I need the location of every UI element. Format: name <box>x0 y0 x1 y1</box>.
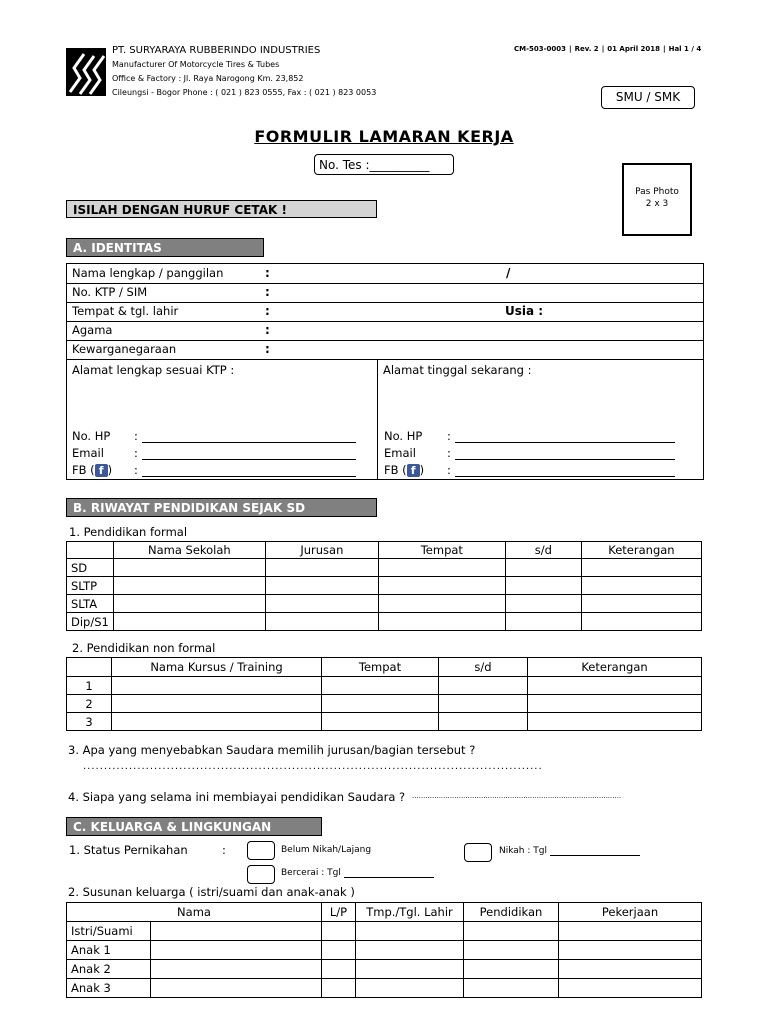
family-table <box>66 902 702 998</box>
field-label: Tempat & tgl. lahir <box>72 304 179 318</box>
email-field-left[interactable]: Email <box>72 446 104 460</box>
identity-row[interactable] <box>67 340 703 360</box>
doc-rev: Rev. 2 <box>574 45 599 53</box>
current-address-label: Alamat tinggal sekarang : <box>383 363 532 377</box>
divorced-checkbox[interactable] <box>247 865 275 884</box>
row-label: SLTA <box>67 595 114 613</box>
identity-row[interactable] <box>67 302 703 322</box>
row-number: 3 <box>67 713 112 731</box>
level-badge: SMU / SMK <box>601 86 695 109</box>
company-contact: Cileungsi - Bogor Phone : ( 021 ) 823 0555, Fax : ( 021 ) 823 0053 <box>112 88 377 97</box>
row-label: Anak 1 <box>67 941 151 960</box>
email-field-right[interactable]: Email <box>384 446 416 460</box>
fb-field-right[interactable]: FB ( f ) <box>384 463 425 477</box>
table-row[interactable] <box>67 941 702 960</box>
column-header: Keterangan <box>528 658 702 677</box>
table-row[interactable] <box>67 559 702 577</box>
colon: : <box>265 285 270 299</box>
facebook-icon: f <box>407 464 420 477</box>
marital-status-label: 1. Status Pernikahan <box>69 843 188 857</box>
table-row[interactable] <box>67 713 702 731</box>
column-header: Tmp./Tgl. Lahir <box>356 903 464 922</box>
family-composition-title: 2. Susunan keluarga ( istri/suami dan anak-anak ) <box>68 885 355 899</box>
photo-box <box>622 163 692 236</box>
row-label: Istri/Suami <box>67 922 151 941</box>
photo-size: 2 x 3 <box>645 199 669 209</box>
married-field[interactable]: Nikah : Tgl <box>499 846 640 856</box>
page-title: FORMULIR LAMARAN KERJA <box>254 127 514 146</box>
column-header: Pekerjaan <box>559 903 702 922</box>
table-row[interactable] <box>67 695 702 713</box>
row-label: Dip/S1 <box>67 613 114 631</box>
divorced-field[interactable]: Bercerai : Tgl <box>281 868 434 878</box>
formal-education-title: 1. Pendidikan formal <box>69 525 188 539</box>
column-header: Pendidikan <box>464 903 559 922</box>
column-header: Nama <box>67 903 322 922</box>
single-label: Belum Nikah/Lajang <box>281 845 372 855</box>
column-header: Nama Kursus / Training <box>112 658 322 677</box>
colon: : <box>222 843 226 857</box>
table-row[interactable] <box>67 595 702 613</box>
field-label: Kewarganegaraan <box>72 342 177 356</box>
company-logo-icon <box>66 48 106 96</box>
column-header: s/d <box>505 542 581 559</box>
field-label: Nama lengkap / panggilan <box>72 266 224 280</box>
table-row[interactable] <box>67 979 702 998</box>
company-tagline: Manufacturer Of Motorcycle Tires & Tubes <box>112 60 280 69</box>
test-number-field[interactable]: No. Tes :__________ <box>314 154 454 175</box>
colon: : <box>265 323 270 337</box>
usia-label: Usia : <box>505 304 544 318</box>
document-reference: CM-503-0003 | Rev. 2 | 01 April 2018 | Hal 1 / 4 <box>514 45 702 53</box>
table-row[interactable] <box>67 613 702 631</box>
table-row[interactable] <box>67 922 702 941</box>
row-label: SLTP <box>67 577 114 595</box>
table-row[interactable] <box>67 577 702 595</box>
facebook-icon: f <box>95 464 108 477</box>
question-4-answer-line[interactable]: .............................................................................................. <box>412 792 622 800</box>
hp-field-right[interactable]: No. HP <box>384 429 423 443</box>
single-checkbox[interactable] <box>247 841 275 860</box>
column-header: Tempat <box>322 658 439 677</box>
column-header: Jurusan <box>265 542 378 559</box>
colon: : <box>265 342 270 356</box>
company-address: Office & Factory : Jl. Raya Narogong Km. 23,852 <box>112 74 304 83</box>
row-label: Anak 3 <box>67 979 151 998</box>
identity-row[interactable] <box>67 321 703 341</box>
nonformal-education-title: 2. Pendidikan non formal <box>72 641 216 655</box>
instruction-banner: ISILAH DENGAN HURUF CETAK ! <box>66 200 377 218</box>
section-a-header: A. IDENTITAS <box>66 238 264 257</box>
doc-date: 01 April 2018 <box>607 45 661 53</box>
photo-label: Pas Photo <box>635 187 679 197</box>
married-checkbox[interactable] <box>464 843 492 862</box>
name-slash: / <box>506 266 511 280</box>
row-label: SD <box>67 559 114 577</box>
table-row[interactable] <box>67 677 702 695</box>
question-3: 3. Apa yang menyebabkan Saudara memilih jurusan/bagian tersebut ? <box>68 743 476 757</box>
doc-page: Hal 1 / 4 <box>668 45 702 53</box>
colon: : <box>265 266 270 280</box>
section-b-header: B. RIWAYAT PENDIDIKAN SEJAK SD <box>66 498 377 517</box>
ktp-address-label: Alamat lengkap sesuai KTP : <box>72 363 235 377</box>
fb-field-left[interactable]: FB ( f ) <box>72 463 113 477</box>
field-label: No. KTP / SIM <box>72 285 148 299</box>
identity-box: Nama lengkap / panggilan : / No. KTP / SIM : Tempat & tgl. lahir : Usia : Agama : Kewarganegaraan : Alamat lengkap sesuai KTP : Alamat tinggal sekarang : No. HP : Email : FB ( f ) : No. HP : Email : FB ( f ) : <box>66 263 704 480</box>
table-row[interactable] <box>67 960 702 979</box>
section-c-header: C. KELUARGA & LINGKUNGAN <box>66 817 322 836</box>
column-header: Nama Sekolah <box>113 542 265 559</box>
question-3-answer-line[interactable]: .............................................................................................................. <box>83 761 543 772</box>
column-header: s/d <box>439 658 528 677</box>
doc-code: CM-503-0003 <box>514 45 567 53</box>
identity-row[interactable] <box>67 264 703 284</box>
row-label: Anak 2 <box>67 960 151 979</box>
column-header: Tempat <box>378 542 505 559</box>
identity-row[interactable] <box>67 283 703 303</box>
company-name: PT. SURYARAYA RUBBERINDO INDUSTRIES <box>112 45 321 56</box>
field-label: Agama <box>72 323 113 337</box>
colon: : <box>265 304 270 318</box>
nonformal-education-table <box>66 657 702 731</box>
row-number: 1 <box>67 677 112 695</box>
hp-field-left[interactable]: No. HP <box>72 429 111 443</box>
column-header: L/P <box>322 903 356 922</box>
formal-education-table <box>66 541 702 631</box>
question-4: 4. Siapa yang selama ini membiayai pendidikan Saudara ? <box>68 790 406 804</box>
address-divider <box>377 359 378 479</box>
row-number: 2 <box>67 695 112 713</box>
column-header: Keterangan <box>581 542 701 559</box>
